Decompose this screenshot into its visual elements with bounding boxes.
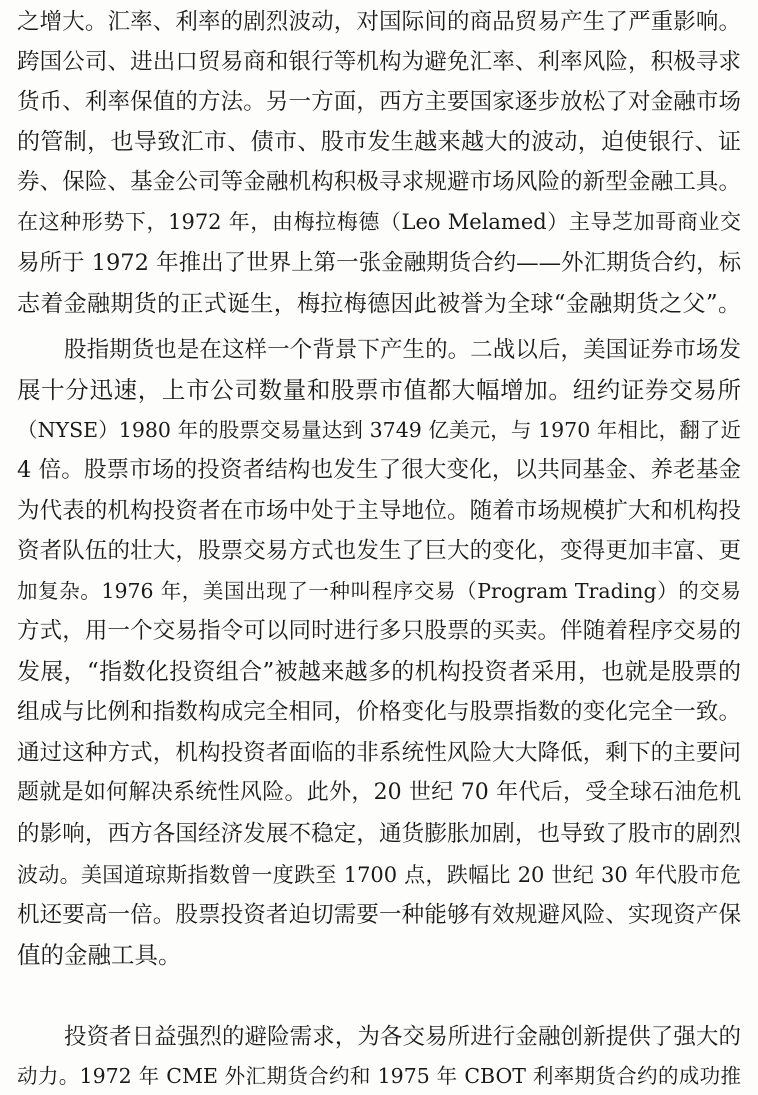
text-line: 通过这种方式，机构投资者面临的非系统性风险大大降低，剩下的主要问 [17,740,741,766]
text-line: 投资者日益强烈的避险需求，为各交易所进行金融创新提供了强大的 [64,1024,741,1050]
text-line: 为代表的机构投资者在市场中处于主导地位。随着市场规模扩大和机构投 [17,498,741,524]
text-line: 组成与比例和指数构成完全相同，价格变化与股票指数的变化完全一致。 [17,699,741,725]
text-line: 券、保险、基金公司等金融机构积极寻求规避市场风险的新型金融工具。 [17,169,741,195]
text-line: 的管制，也导致汇市、债市、股市发生越来越大的波动，迫使银行、证 [17,129,741,155]
text-line: 在这种形势下，1972 年，由梅拉梅德（Leo Melamed）主导芝加哥商业交 [17,210,741,234]
text-line: 方式，用一个交易指令可以同时进行多只股票的买卖。伴随着程序交易的 [17,618,741,644]
text-line: 的影响，西方各国经济发展不稳定，通货膨胀加剧，也导致了股市的剧烈 [17,821,741,847]
text-line: 题就是如何解决系统性风险。此外，20 世纪 70 年代后，受全球石油危机 [17,780,741,805]
text-line: 资者队伍的壮大，股票交易方式也发生了巨大的变化，变得更加丰富、更 [17,538,741,564]
text-line: 加复杂。1976 年，美国出现了一种叫程序交易（Program Trading）的交易 [17,579,741,603]
text-line: 货币、利率保值的方法。另一方面，西方主要国家逐步放松了对金融市场 [17,89,741,115]
text-line: 波动。美国道琼斯指数曾一度跌至 1700 点，跌幅比 20 世纪 30 年代股市危 [17,863,741,887]
text-line: 跨国公司、进出口贸易商和银行等机构为避免汇率、利率风险，积极寻求 [17,49,741,75]
text-line: 值的金融工具。 [17,941,182,969]
text-line: 4 倍。股票市场的投资者结构也发生了很大变化，以共同基金、养老基金 [17,457,741,483]
text-line: 展十分迅速，上市公司数量和股票市值都大幅增加。纽约证券交易所 [17,376,741,404]
text-line: 发展，“指数化投资组合”被越来越多的机构投资者采用，也就是股票的 [17,659,741,685]
text-line: 志着金融期货的正式诞生，梅拉梅德因此被誉为全球“金融期货之父”。 [17,291,741,317]
text-line: 易所于 1972 年推出了世界上第一张金融期货合约——外汇期货合约，标 [17,250,741,276]
text-line: （NYSE）1980 年的股票交易量达到 3749 亿美元，与 1970 年相比，翻了近 [17,418,741,442]
text-line: 机还要高一倍。股票投资者迫切需要一种能够有效规避风险、实现资产保 [17,902,741,928]
text-line: 之增大。汇率、利率的剧烈波动，对国际间的商品贸易产生了严重影响。 [17,9,741,35]
text-line: 动力。1972 年 CME 外汇期货合约和 1975 年 CBOT 利率期货合约的成功推 [17,1064,741,1088]
text-line: 股指期货也是在这样一个背景下产生的。二战以后，美国证券市场发 [64,337,741,363]
